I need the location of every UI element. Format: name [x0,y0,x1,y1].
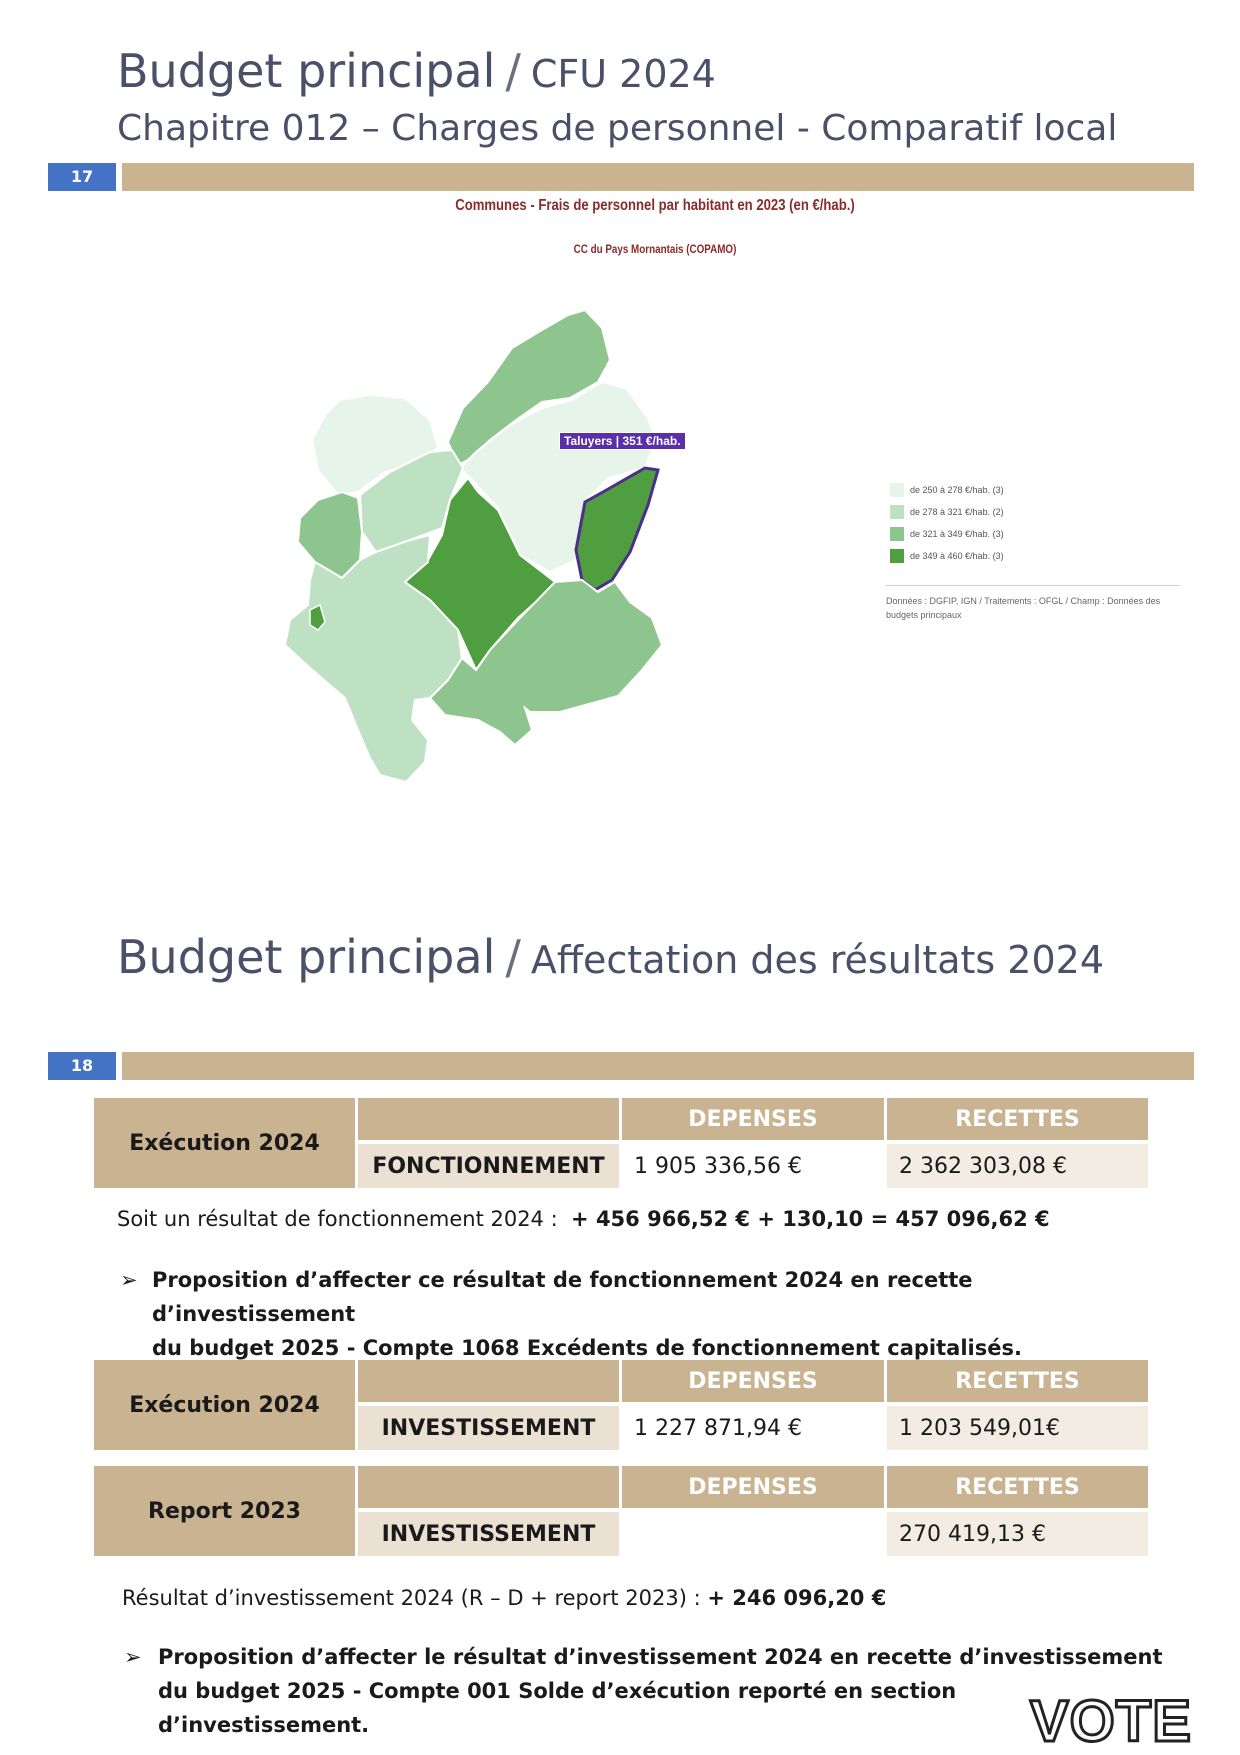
page-title-2 [117,930,1104,984]
legend-item [890,523,1004,545]
arrow-bullet-icon: ➢ [124,1645,142,1669]
proposal-fonctionnement [120,1263,1180,1365]
header-rule [122,1052,1194,1080]
header-depenses: DEPENSES [622,1360,884,1402]
map-subtitle: CC du Pays Mornantais (COPAMO) [573,242,737,256]
legend-swatch [890,549,904,563]
execution-fonctionnement-table [94,1098,1148,1188]
legend-item [890,479,1004,501]
title-slash: / [505,930,521,984]
legend-label: de 349 à 460 €/hab. (3) [910,551,1004,561]
header-depenses: DEPENSES [622,1098,884,1140]
depenses-value [622,1512,884,1556]
recettes-value: 2 362 303,08 € [887,1144,1148,1188]
section-label: INVESTISSEMENT [358,1512,619,1556]
title-main: Budget principal [117,930,496,984]
legend-label: de 321 à 349 €/hab. (3) [910,529,1004,539]
legend-divider [886,585,1180,586]
header-recettes: RECETTES [887,1360,1148,1402]
legend-swatch [890,505,904,519]
proposal-line: du budget 2025 - Compte 001 Solde d’exécution reporté en section [158,1679,957,1703]
vote-stamp: VOTE [1030,1689,1192,1754]
legend-swatch [890,527,904,541]
choropleth-map [280,300,720,820]
title-slash: / [505,44,521,98]
section-label: INVESTISSEMENT [358,1406,619,1450]
map-title: Communes - Frais de personnel par habitant en 2023 (en €/hab.) [455,197,855,214]
map-source-note: Données : DGFIP, IGN / Traitements : OFGL / Champ : Données des budgets principaux [886,596,1161,620]
proposal-line: Proposition d’affecter ce résultat de fonctionnement 2024 en recette d’investissement [152,1268,973,1326]
depenses-value: 1 905 336,56 € [622,1144,884,1188]
page-subtitle-1: Chapitre 012 – Charges de personnel - Comparatif local [117,108,1118,149]
proposal-line: Proposition d’affecter le résultat d’investissement 2024 en recette d’investissement [158,1645,1163,1669]
commune-west [298,492,362,578]
row-header: Exécution 2024 [94,1098,355,1188]
legend-item [890,501,1004,523]
header-recettes: RECETTES [887,1466,1148,1508]
row-header: Exécution 2024 [94,1360,355,1450]
legend-swatch [890,483,904,497]
header-depenses: DEPENSES [622,1466,884,1508]
result-text: Résultat d’investissement 2024 (R – D + report 2023) : [122,1586,701,1610]
recettes-value: 1 203 549,01€ [887,1406,1148,1450]
execution-investissement-table [94,1360,1148,1450]
result-text: Soit un résultat de fonctionnement 2024 : [117,1207,558,1231]
map-legend [890,479,1004,567]
result-value: + 246 096,20 € [707,1586,887,1610]
arrow-bullet-icon: ➢ [120,1268,138,1292]
title-sub: Affectation des résultats 2024 [530,938,1105,982]
section-label: FONCTIONNEMENT [358,1144,619,1188]
recettes-value: 270 419,13 € [887,1512,1148,1556]
header-empty [358,1098,619,1140]
legend-label: de 250 à 278 €/hab. (3) [910,485,1004,495]
result-value: + 456 966,52 € + 130,10 = 457 096,62 € [571,1207,1050,1231]
row-header: Report 2023 [94,1466,355,1556]
report-investissement-table [94,1466,1148,1556]
header-empty [358,1466,619,1508]
depenses-value: 1 227 871,94 € [622,1406,884,1450]
proposal-line: du budget 2025 - Compte 1068 Excédents de fonctionnement capitalisés. [152,1336,1022,1360]
title-main: Budget principal [117,44,496,98]
proposal-investissement [124,1640,1184,1742]
header-rule [122,163,1194,191]
page-title-1 [117,44,716,98]
proposal-line: d’investissement. [158,1713,370,1737]
page-number: 17 [48,163,116,191]
legend-item [890,545,1004,567]
map-highlight-label: Taluyers | 351 €/hab. [559,432,686,450]
title-sub: CFU 2024 [530,52,716,96]
legend-label: de 278 à 321 €/hab. (2) [910,507,1004,517]
investissement-result [122,1586,886,1610]
page-number: 18 [48,1052,116,1080]
header-recettes: RECETTES [887,1098,1148,1140]
fonctionnement-result [117,1207,1050,1231]
header-empty [358,1360,619,1402]
